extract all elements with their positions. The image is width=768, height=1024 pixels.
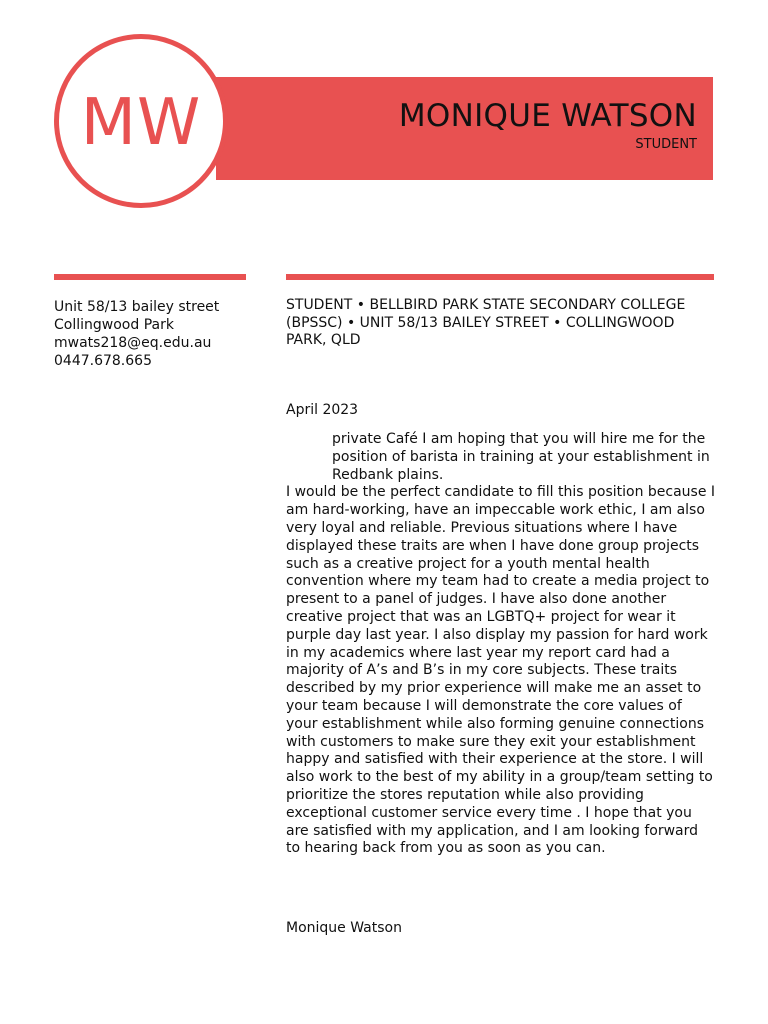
applicant-role: STUDENT [635,137,697,152]
letter-paragraph-2: I would be the perfect candidate to fill this position because I am hard-working, have an impeccable work ethic, I am also very loyal and reliable. Previous situations where I have displayed these traits are when I have done group projects such as a creative project for a youth mental health convention where my team had to create a media project to present to a panel of judges. I have also done another creative project that was an LGBTQ+ project for wear it purple day last year. I also display my passion for hard work in my academics where last year my report card had a majority of A’s and B’s in my core subjects. These traits described by my prior experience will make me an asset to your team because I will demonstrate the core values of your establishment while also forming genuine connections with customers to make sure they exit your establishment happy and satisfied with their experience at the store. I will also work to the best of my ability in a group/team setting to prioritize the stores reputation while also providing exceptional customer service every time . I hope that you are satisfied with my application, and I am looking forward to hearing back from you as soon as you can. [286,484,716,857]
address-line-1: Unit 58/13 bailey street [54,299,220,315]
signature: Monique Watson [286,920,402,936]
monogram-circle [54,34,228,208]
letter-paragraph-1: private Café I am hoping that you will hire me for the position of barista in training at your establishment in Redbank plains. [332,431,710,483]
applicant-name: MONIQUE WATSON [398,98,697,134]
address-line-2: Collingwood Park [54,317,174,333]
left-divider [54,274,246,280]
email: mwats218@eq.edu.au [54,335,212,351]
recipient-block: STUDENT • BELLBIRD PARK STATE SECONDARY COLLEGE (BPSSC) • UNIT 58/13 BAILEY STREET • COLLINGWOOD PARK, QLD [286,297,686,348]
monogram-initials: MW [80,86,202,160]
phone: 0447.678.665 [54,353,152,369]
right-divider [286,274,714,280]
contact-block [54,298,264,370]
letter-body [286,431,716,858]
header-banner [216,77,713,180]
letter-date: April 2023 [286,402,359,418]
